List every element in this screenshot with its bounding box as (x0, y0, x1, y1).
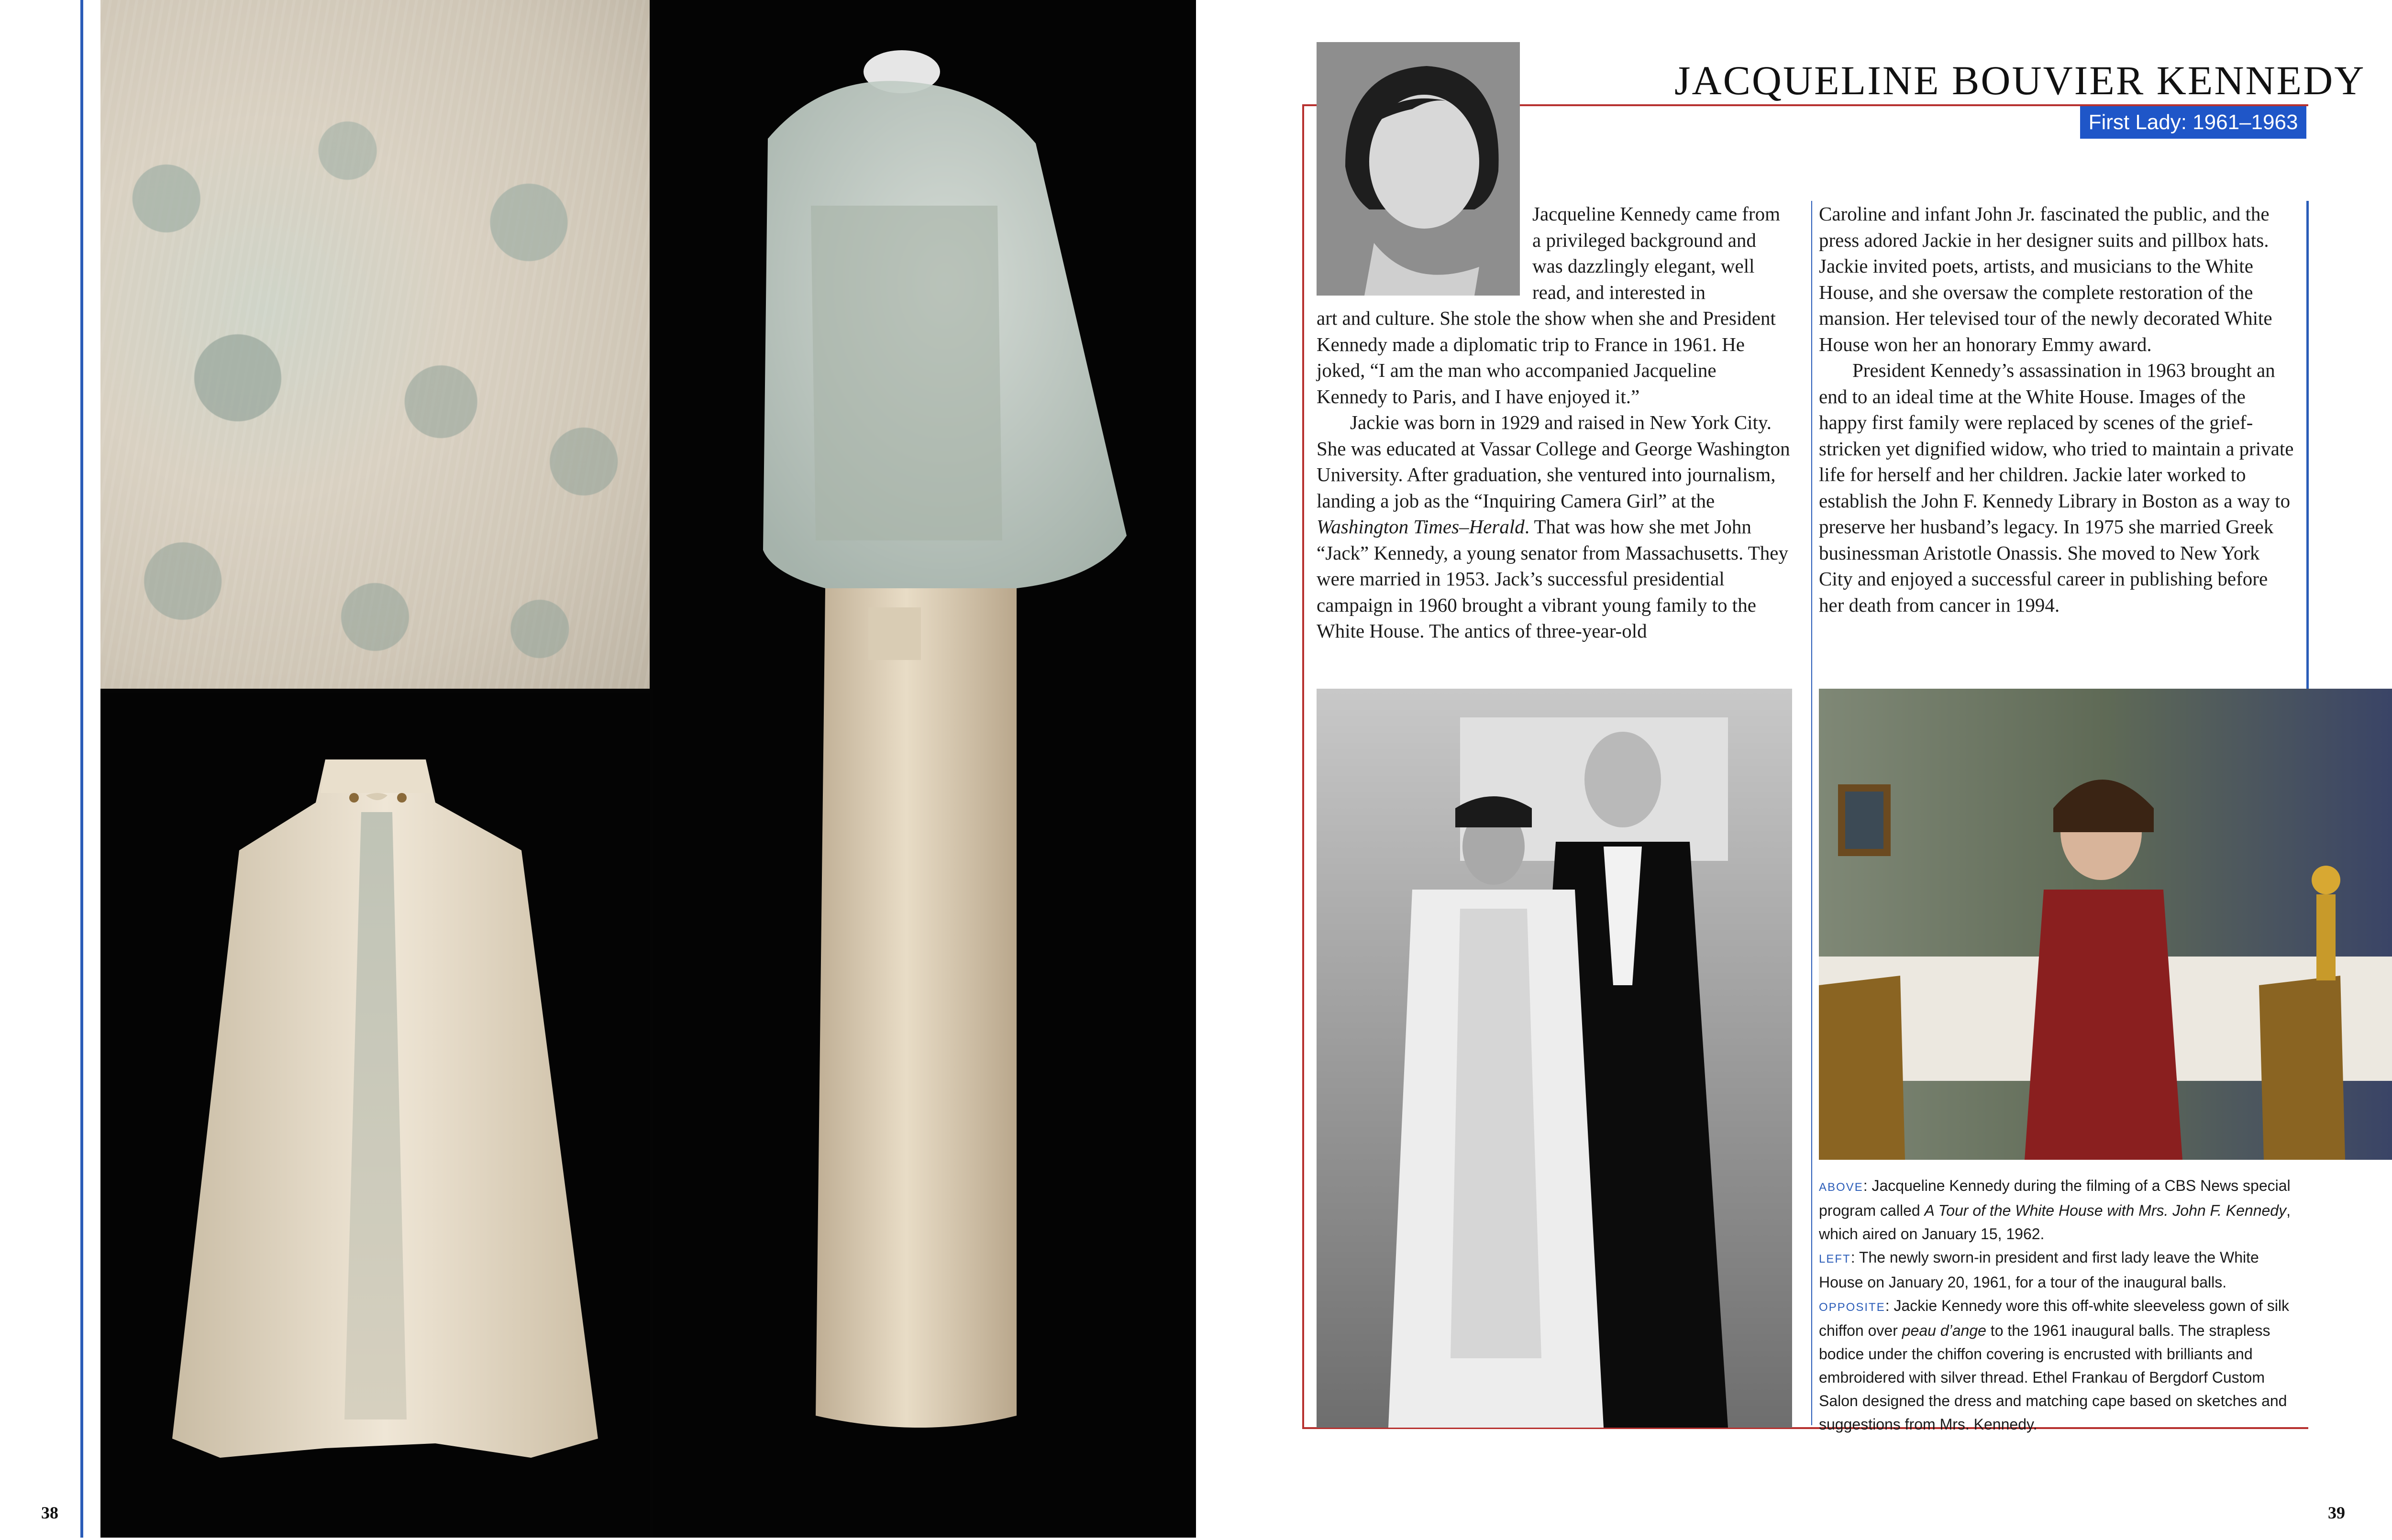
gown-photo (653, 0, 1196, 1538)
cape-illustration (100, 693, 650, 1538)
portrait-illustration (1317, 42, 1520, 296)
caption-above (1819, 1174, 2302, 1246)
column-divider (1811, 201, 1812, 1425)
newspaper-name: Washington Times–Herald (1317, 516, 1525, 538)
body-paragraph-1-start: Jacqueline Kennedy came from a privileged background and was dazzlingly elegant, well read, and interested in (1532, 203, 1780, 303)
inauguration-photo (1317, 689, 1792, 1428)
caption-opposite-text-a: : Jackie Kennedy wore this off-white sleeveless gown of silk chiffon over (1819, 1297, 2289, 1339)
beadwork-embroidery-pattern (100, 91, 650, 689)
left-page-rule (80, 0, 83, 1538)
body-column-1 (1317, 305, 1791, 644)
caption-opposite (1819, 1294, 2302, 1436)
body-paragraph-2 (1317, 409, 1791, 644)
caption-left-label: LEFT (1819, 1253, 1851, 1265)
body-paragraph-2-b: . That was how she met John “Jack” Kennedy, a young senator from Massachusetts. They were married in 1953. Jack’s successful presidential campaign in 1960 brought a vibrant young family to the White House. The antics of three-year-old (1317, 516, 1788, 642)
caption-opposite-text-b: to the 1961 inaugural balls. The strapless bodice under the chiffon covering is encrusted with brilliants and embroidered with silver thread. Ethel Frankau of Bergdorf Custom Salon designed the dress and matching cape based on sketches and suggestions from Mrs. Kennedy. (1819, 1322, 2287, 1433)
cape-photo (100, 693, 650, 1538)
caption-left-text: : The newly sworn-in president and first lady leave the White House on January 20, 1961, for a tour of the inaugural balls. (1819, 1249, 2259, 1291)
gown-illustration (653, 0, 1196, 1538)
body-paragraph-1-rest: art and culture. She stole the show when she and President Kennedy made a diplomatic trip to France in 1961. He joked, “I am the man who accompanied Jacqueline Kennedy to Paris, and I have enjoyed it.” (1317, 307, 1776, 407)
body-text-wrap (1532, 201, 1791, 305)
photo-captions (1819, 1174, 2302, 1436)
body-column-2 (1819, 201, 2296, 618)
body-paragraph-3: Caroline and infant John Jr. fascinated the public, and the press adored Jackie in her designer suits and pillbox hats. Jackie invited poets, artists, and musicians to the White House, and she oversaw the complete restoration of the mansion. Her televised tour of the newly decorated White House won her an honorary Emmy award. (1819, 203, 2272, 355)
inauguration-illustration (1317, 689, 1792, 1428)
body-paragraph-4: President Kennedy’s assassination in 1963 brought an end to an ideal time at the White House. Images of the happy first family were replaced by scenes of the grief-stricken yet dignified widow, who tried to maintain a private life for herself and her children. Jackie later worked to establish the John F. Kennedy Library in Boston as a way to preserve her husband’s legacy. In 1975 she married Greek businessman Aristotle Onassis. She moved to New York City and enjoyed a successful career in publishing before her death from cancer in 1994. (1819, 359, 2294, 616)
frame-left-rule (1302, 104, 1304, 1429)
page-title: JACQUELINE BOUVIER KENNEDY (1674, 57, 2366, 103)
cbs-tour-photo (1819, 689, 2392, 1160)
page-number-left: 38 (41, 1503, 58, 1522)
caption-above-label: ABOVE (1819, 1181, 1863, 1194)
body-paragraph-2-a: Jackie was born in 1929 and raised in New York City. She was educated at Vassar College and George Washington University. After graduation, she ventured into journalism, landing a job as the “Inquiring Camera Girl” at the (1317, 411, 1790, 512)
caption-opposite-label: OPPOSITE (1819, 1301, 1885, 1314)
caption-above-program-title: A Tour of the White House with Mrs. John F. Kennedy (1924, 1202, 2287, 1219)
term-badge: First Lady: 1961–1963 (2080, 106, 2306, 139)
caption-opposite-fabric: peau d’ange (1902, 1322, 1986, 1339)
portrait-photo (1317, 42, 1520, 296)
caption-left (1819, 1246, 2302, 1294)
cbs-tour-illustration (1819, 689, 2392, 1160)
caption-above-text-a: : Jacqueline Kennedy during the filming of a CBS News special program called (1819, 1177, 2291, 1219)
caption-above-text-b: , which aired on January 15, 1962. (1819, 1202, 2291, 1243)
page-number-right: 39 (2328, 1503, 2345, 1522)
